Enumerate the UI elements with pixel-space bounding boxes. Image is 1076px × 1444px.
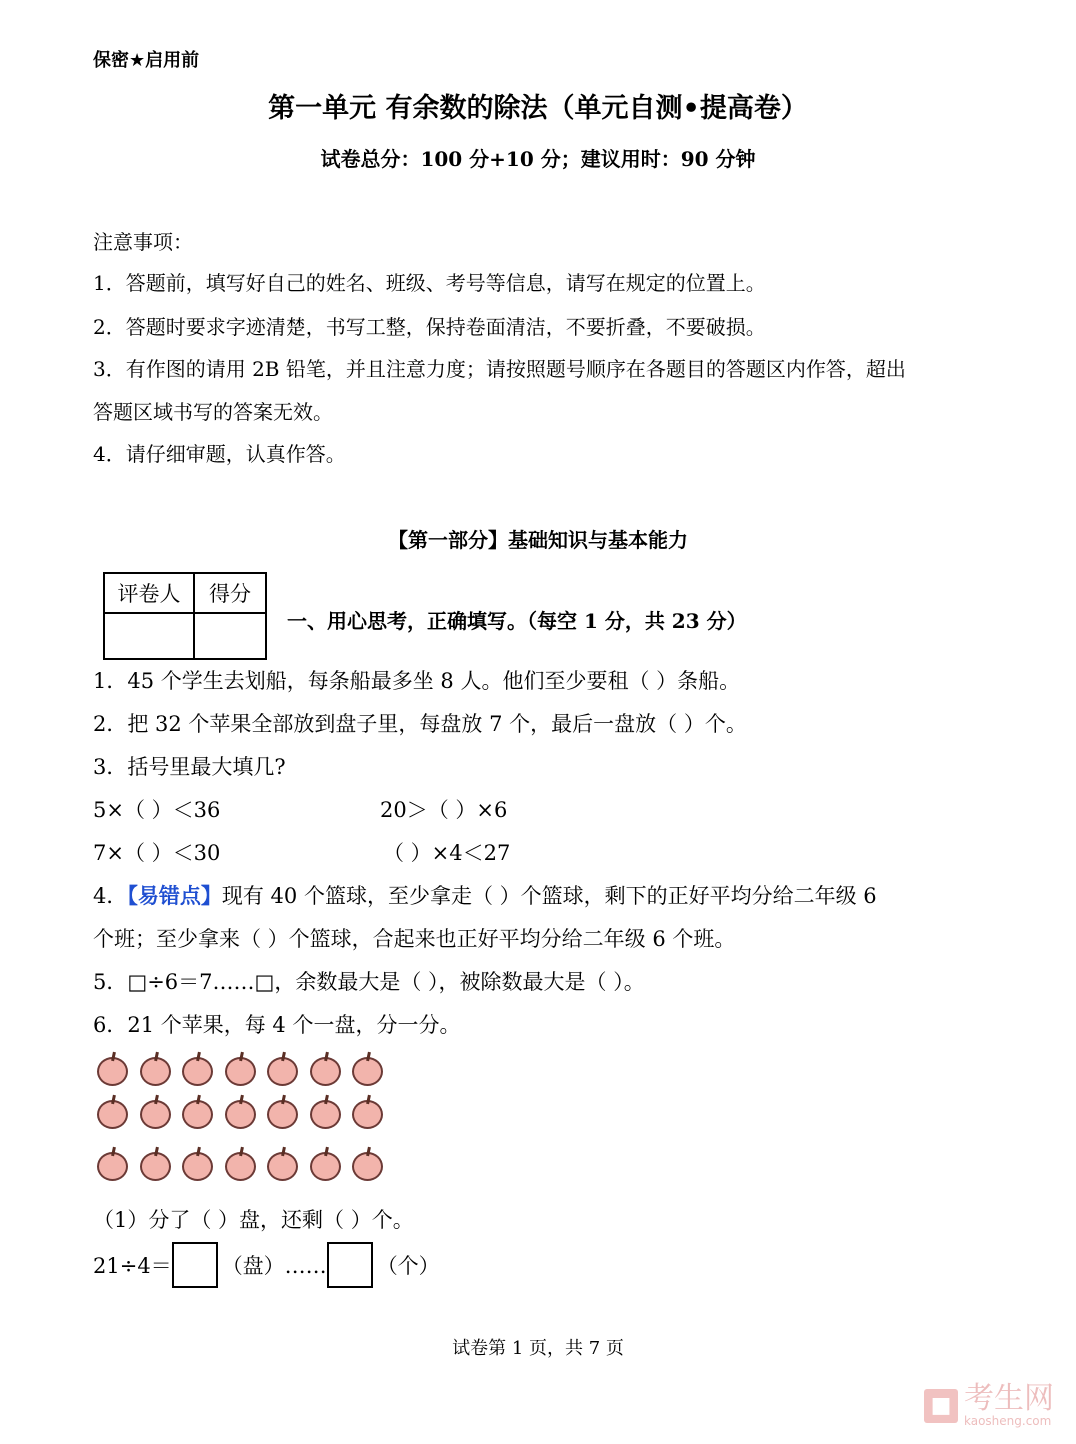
question-5: 5．□÷6＝7……□，余数最大是（ ），被除数最大是（ ）。	[93, 970, 645, 994]
apple-icon	[352, 1147, 385, 1183]
watermark	[924, 1381, 1054, 1428]
apple-icon	[310, 1147, 343, 1183]
question-4-line2: 个班；至少拿来（ ）个篮球，合起来也正好平均分给二年级 6 个班。	[93, 927, 736, 951]
apple-icon	[352, 1052, 385, 1088]
question-6-equation	[93, 1242, 440, 1288]
question-3c: 7×（ ）＜30	[93, 841, 221, 865]
answer-box-plates[interactable]	[172, 1242, 218, 1288]
apple-icon	[182, 1095, 215, 1131]
apple-icon	[267, 1147, 300, 1183]
watermark-logo-icon: ■	[924, 1389, 958, 1423]
apple-icon	[97, 1095, 130, 1131]
notes-heading: 注意事项：	[93, 230, 193, 254]
apple-icon	[352, 1095, 385, 1131]
question-2: 2．把 32 个苹果全部放到盘子里，每盘放 7 个，最后一盘放（ ）个。	[93, 712, 747, 736]
page-title: 第一单元 有余数的除法（单元自测•提高卷）	[268, 93, 808, 124]
note-item: 3．有作图的请用 2B 铅笔，并且注意力度；请按照题号顺序在各题目的答题区内作答，超出	[93, 357, 906, 381]
question-4-number: 4．	[93, 884, 128, 908]
apple-icon	[97, 1052, 130, 1088]
apple-icon	[225, 1147, 258, 1183]
question-3a: 5×（ ）＜36	[93, 798, 221, 822]
apple-icon	[140, 1052, 173, 1088]
error-prone-tag: 【易错点】	[127, 884, 222, 908]
score-table-grader-cell[interactable]	[104, 613, 194, 659]
apple-icon	[267, 1095, 300, 1131]
question-1: 1．45 个学生去划船，每条船最多坐 8 人。他们至少要租（ ）条船。	[93, 669, 741, 693]
apple-icon	[310, 1095, 343, 1131]
question-4	[93, 880, 877, 910]
note-item: 答题区域书写的答案无效。	[93, 400, 333, 424]
apple-icon	[225, 1052, 258, 1088]
apple-icon	[225, 1095, 258, 1131]
question-4-text: 现有 40 个篮球，至少拿走（ ）个篮球，剩下的正好平均分给二年级 6	[221, 884, 877, 908]
apple-icon	[140, 1147, 173, 1183]
apple-icon	[310, 1052, 343, 1088]
page-subtitle: 试卷总分：100 分+10 分；建议用时：90 分钟	[320, 147, 756, 171]
apple-row	[97, 1052, 395, 1092]
confidential-label: 保密★启用前	[93, 50, 200, 71]
question-6-part-1: （1）分了（ ）盘，还剩（ ）个。	[93, 1208, 414, 1232]
score-table-grader-header: 评卷人	[104, 573, 194, 613]
apple-icon	[182, 1147, 215, 1183]
answer-box-remainder[interactable]	[327, 1242, 373, 1288]
watermark-text: 考生网	[964, 1381, 1054, 1416]
apple-icon	[140, 1095, 173, 1131]
note-item: 2．答题时要求字迹清楚，书写工整，保持卷面清洁，不要折叠，不要破损。	[93, 315, 766, 339]
apple-icon	[182, 1052, 215, 1088]
note-item: 4．请仔细审题，认真作答。	[93, 442, 346, 466]
section-title: 一、用心思考，正确填写。（每空 1 分，共 23 分）	[287, 609, 747, 633]
question-3d: （ ）×4＜27	[383, 841, 511, 865]
question-6: 6．21 个苹果，每 4 个一盘，分一分。	[93, 1013, 461, 1037]
apple-row	[97, 1147, 395, 1187]
question-3b: 20＞（ ）×6	[380, 798, 508, 822]
question-3: 3．括号里最大填几?	[93, 755, 286, 779]
watermark-subtext: kaosheng.com	[964, 1414, 1052, 1428]
equation-right: （个）	[376, 1254, 440, 1278]
note-item: 1．答题前，填写好自己的姓名、班级、考号等信息，请写在规定的位置上。	[93, 271, 766, 295]
equation-middle: （盘）……	[221, 1254, 327, 1278]
part-title: 【第一部分】基础知识与基本能力	[388, 528, 688, 552]
page-footer: 试卷第 1 页，共 7 页	[452, 1338, 624, 1359]
score-table-score-header: 得分	[194, 573, 266, 613]
apple-row	[97, 1095, 395, 1135]
equation-left: 21÷4＝	[93, 1254, 172, 1278]
score-table	[103, 572, 267, 660]
apple-icon	[267, 1052, 300, 1088]
score-table-score-cell[interactable]	[194, 613, 266, 659]
apple-icon	[97, 1147, 130, 1183]
